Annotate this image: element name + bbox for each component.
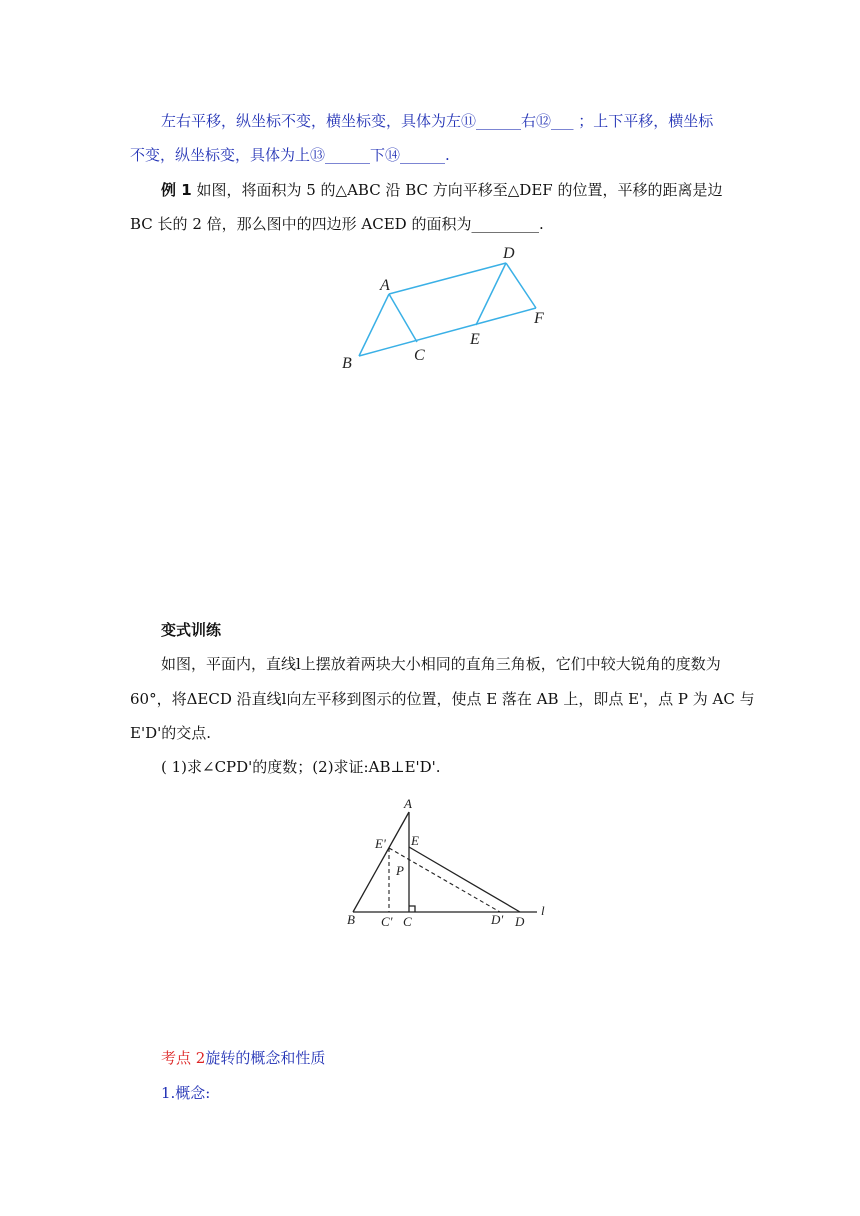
segment-BF xyxy=(359,308,536,356)
example1-text-1: 如图，将面积为 5 的△ABC 沿 BC 方向平移至△DEF 的位置，平移的距离是边 xyxy=(196,181,723,199)
topic2-title: 旋转的概念和性质 xyxy=(205,1049,326,1067)
segment-ED xyxy=(409,847,520,912)
label-E: E xyxy=(411,833,419,848)
label-C: C xyxy=(414,347,425,364)
example1-figure xyxy=(330,240,570,380)
segment-AD xyxy=(389,263,506,294)
variant-figure xyxy=(340,790,560,935)
label-l: l xyxy=(541,903,545,918)
label-A: A xyxy=(380,277,390,294)
label-C-prime: C' xyxy=(381,914,393,929)
label-E: E xyxy=(470,331,480,348)
label-B: B xyxy=(342,355,352,372)
topic2-item-1: 1.概念: xyxy=(161,1084,211,1102)
segment-AB xyxy=(353,812,409,912)
example1-line-2: BC 长的 2 倍，那么图中的四边形 ACED 的面积为_________. xyxy=(130,215,544,233)
segment-AC xyxy=(389,294,417,342)
segment-DF xyxy=(506,263,536,308)
label-F: F xyxy=(534,310,544,327)
variant-line-4: ( 1)求∠CPD'的度数；(2)求证:AB⊥E'D'. xyxy=(161,758,441,776)
label-C: C xyxy=(403,914,412,929)
label-D: D xyxy=(503,245,515,262)
right-angle-mark xyxy=(409,906,415,912)
variant-line-3: E'D'的交点. xyxy=(130,724,211,742)
segment-E1D1 xyxy=(389,848,500,912)
label-A: A xyxy=(404,796,412,811)
variant-line-1: 如图，平面内，直线l上摆放着两块大小相同的直角三角板，它们中较大锐角的度数为 xyxy=(161,655,721,673)
label-E-prime: E' xyxy=(375,836,386,851)
label-P: P xyxy=(396,863,404,878)
segment-AB xyxy=(359,294,389,356)
topic2-prefix: 考点 2 xyxy=(161,1049,206,1067)
label-D-prime: D' xyxy=(491,912,504,927)
segment-DE xyxy=(476,263,506,325)
example1-label: 例 1 xyxy=(161,181,192,199)
label-B: B xyxy=(347,912,355,927)
label-D: D xyxy=(515,914,525,929)
translation-line-1: 左右平移，纵坐标不变，横坐标变，具体为左⑪______右⑫___ ；上下平移，横坐标 xyxy=(161,112,714,130)
translation-line-2: 不变，纵坐标变，具体为上⑬______下⑭______. xyxy=(130,146,450,164)
variant-line-2: 60°，将ΔECD 沿直线l向左平移到图示的位置，使点 E 落在 AB 上，即点 E'，点 P 为 AC 与 xyxy=(130,690,755,708)
example1-line-1 xyxy=(161,180,722,200)
variant-heading: 变式训练 xyxy=(161,621,222,639)
topic2-heading xyxy=(161,1048,325,1068)
